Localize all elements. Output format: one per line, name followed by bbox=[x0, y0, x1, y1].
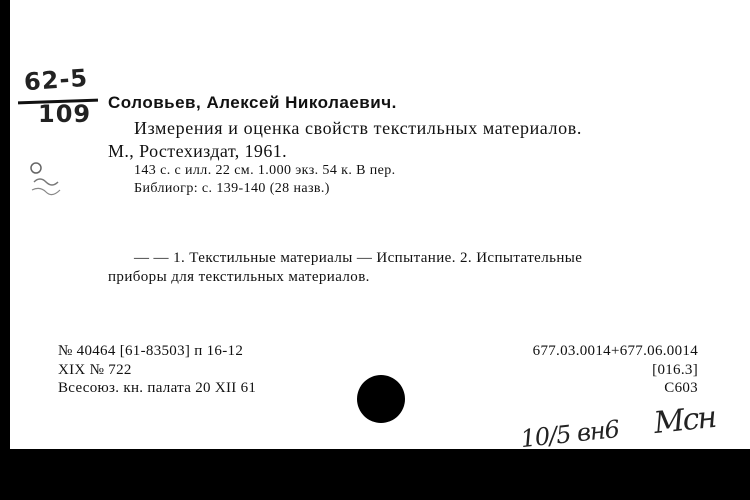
subject-headings-line2: приборы для текстильных материалов. bbox=[108, 269, 370, 285]
faded-stamp-mark bbox=[28, 160, 64, 198]
book-title: Измерения и оценка свойств текстильных материалов. bbox=[134, 118, 582, 138]
handwritten-note-1: 10/5 вн6 bbox=[519, 414, 621, 454]
author-mark: С603 bbox=[664, 380, 698, 396]
card-left-edge bbox=[0, 0, 10, 449]
subject-headings-line1: — — 1. Текстильные материалы — Испытание. 2. Испытательные bbox=[134, 250, 583, 266]
shelfmark-bottom: 109 bbox=[38, 100, 92, 128]
author-heading: Соловьев, Алексей Николаевич. bbox=[108, 93, 397, 112]
udc-classification: 677.03.0014+677.06.0014 bbox=[532, 343, 698, 359]
collation: 143 с. с илл. 22 см. 1.000 экз. 54 к. В пер. bbox=[134, 163, 396, 178]
registration-number: № 40464 [61-83503] п 16-12 bbox=[58, 343, 244, 359]
series-number: XIX № 722 bbox=[58, 362, 132, 378]
handwritten-signature: Мсн bbox=[652, 399, 717, 442]
handwritten-notes bbox=[519, 400, 717, 455]
shelfmark-top: 62-5 bbox=[23, 63, 89, 97]
card-punch-hole bbox=[357, 375, 405, 423]
publisher-chamber-date: Всесоюз. кн. палата 20 XII 61 bbox=[58, 380, 257, 396]
udc-auxiliary: [016.3] bbox=[652, 362, 698, 378]
imprint: М., Ростехиздат, 1961. bbox=[108, 141, 288, 161]
bibliography-note: Библиогр: с. 139-140 (28 назв.) bbox=[134, 181, 330, 196]
